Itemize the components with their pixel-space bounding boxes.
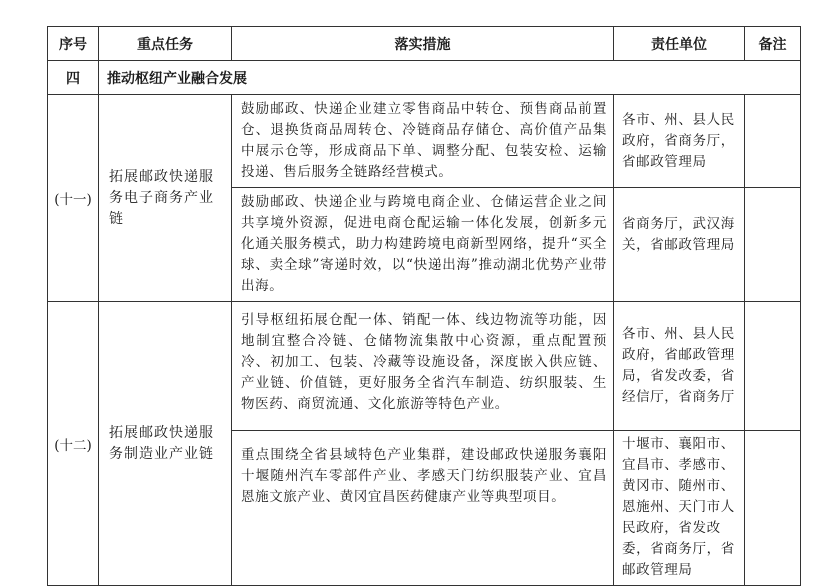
table-row [48, 302, 801, 431]
note-cell [745, 188, 801, 302]
header-note: 备注 [745, 27, 801, 61]
measure-cell: 鼓励邮政、快递企业与跨境电商企业、仓储运营企业之间共享境外资源，促进电商仓配运输一体化发展，创新多元化通关服务模式，助力构建跨境电商新型网络，提升“买全球、卖全球”寄递时效，以“快递出海”推动湖北优势产业带出海。 [232, 188, 614, 302]
group-task: 拓展邮政快递服务电子商务产业链 [99, 95, 232, 302]
note-cell [745, 431, 801, 586]
measure-cell: 重点围绕全省县域特色产业集群，建设邮政快递服务襄阳十堰随州汽车零部件产业、孝感天门纺织服装产业、宜昌恩施文旅产业、黄冈宜昌医药健康产业等典型项目。 [232, 431, 614, 586]
group-id: (十二) [48, 302, 99, 586]
unit-cell: 十堰市、襄阳市、宜昌市、孝感市、黄冈市、随州市、恩施州、天门市人民政府，省发改委，省商务厅，省邮政管理局 [614, 431, 745, 586]
header-unit: 责任单位 [614, 27, 745, 61]
header-task: 重点任务 [99, 27, 232, 61]
section-number: 四 [48, 61, 99, 95]
header-seq: 序号 [48, 27, 99, 61]
task-table [47, 26, 801, 586]
note-cell [745, 95, 801, 188]
measure-cell: 引导枢纽拓展仓配一体、销配一体、线边物流等功能，因地制宜整合冷链、仓储物流集散中心资源，重点配置预冷、初加工、包装、冷藏等设施设备，深度嵌入供应链、产业链、价值链，更好服务全省汽车制造、纺织服装、生物医药、商贸流通、文化旅游等特色产业。 [232, 302, 614, 431]
unit-cell: 各市、州、县人民政府，省邮政管理局，省发改委，省经信厅，省商务厅 [614, 302, 745, 431]
section-title: 推动枢纽产业融合发展 [99, 61, 801, 95]
note-cell [745, 302, 801, 431]
group-id: (十一) [48, 95, 99, 302]
section-row [48, 61, 801, 95]
unit-cell: 省商务厅，武汉海关，省邮政管理局 [614, 188, 745, 302]
header-row [48, 27, 801, 61]
unit-cell: 各市、州、县人民政府，省商务厅，省邮政管理局 [614, 95, 745, 188]
table-row [48, 95, 801, 188]
group-task: 拓展邮政快递服务制造业产业链 [99, 302, 232, 586]
header-measures: 落实措施 [232, 27, 614, 61]
measure-cell: 鼓励邮政、快递企业建立零售商品中转仓、预售商品前置仓、退换货商品周转仓、冷链商品存储仓、高价值产品集中展示仓等，形成商品下单、调整分配、包装安检、运输投递、售后服务全链路经营模式。 [232, 95, 614, 188]
